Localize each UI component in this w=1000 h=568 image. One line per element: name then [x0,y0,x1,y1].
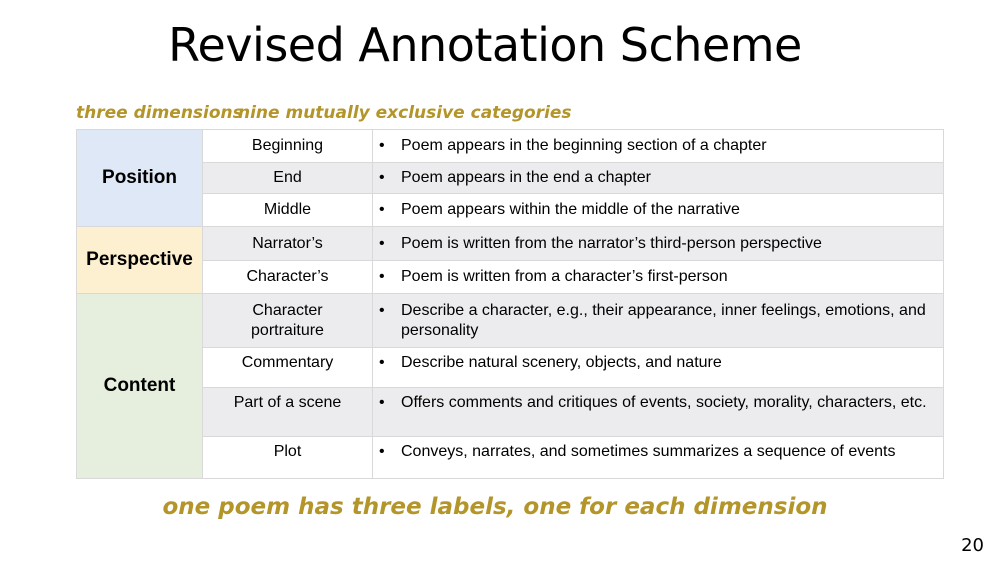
category-cell: Part of a scene [203,388,373,437]
description-text: Describe natural scenery, objects, and nature [401,354,722,371]
group-perspective: Perspective [77,227,203,294]
bullet: • [379,268,385,285]
bullet: • [379,394,385,411]
bullet: • [379,301,385,319]
category-cell: Narrator’s [203,227,373,261]
category-cell: Middle [203,194,373,227]
description-text: Describe a character, e.g., their appearance, inner feelings, emotions, and personality [401,301,926,339]
group-position: Position [77,130,203,227]
description-text: Conveys, narrates, and sometimes summarizes a sequence of events [401,443,896,460]
description-text: Poem appears in the end a chapter [401,169,651,186]
description-cell [373,163,944,194]
slide-title: Revised Annotation Scheme [168,18,802,72]
description-text: Poem appears in the beginning section of a chapter [401,137,767,154]
description-cell [373,130,944,163]
bullet: • [379,169,385,186]
table-row [77,261,944,294]
dimensions-label: three dimensions [76,103,243,123]
categories-label: nine mutually exclusive categories [238,103,572,123]
table-row [77,227,944,261]
table-row [77,388,944,437]
description-text: Poem is written from a character’s first-person [401,268,728,285]
category-cell: Character’s [203,261,373,294]
group-content: Content [77,294,203,479]
table-row [77,163,944,194]
table-row [77,130,944,163]
category-cell: Beginning [203,130,373,163]
bullet: • [379,201,385,218]
description-cell [373,261,944,294]
table-row [77,194,944,227]
description-cell [373,194,944,227]
table-row [77,348,944,388]
description-cell [373,388,944,437]
description-text: Offers comments and critiques of events, society, morality, characters, etc. [401,394,927,411]
description-text: Poem is written from the narrator’s third-person perspective [401,234,822,252]
table-row [77,294,944,348]
category-cell: Commentary [203,348,373,388]
description-cell [373,294,944,348]
footer-note: one poem has three labels, one for each dimension [162,494,828,520]
description-cell [373,227,944,261]
category-cell: Plot [203,437,373,479]
page-number: 20 [961,535,984,556]
description-text: Poem appears within the middle of the narrative [401,201,740,218]
bullet: • [379,137,385,154]
description-cell [373,348,944,388]
bullet: • [379,443,385,460]
annotation-scheme-table [76,129,944,479]
bullet: • [379,234,385,252]
description-cell [373,437,944,479]
category-cell: End [203,163,373,194]
bullet: • [379,354,385,371]
category-cell: Character portraiture [203,294,373,348]
table-row [77,437,944,479]
